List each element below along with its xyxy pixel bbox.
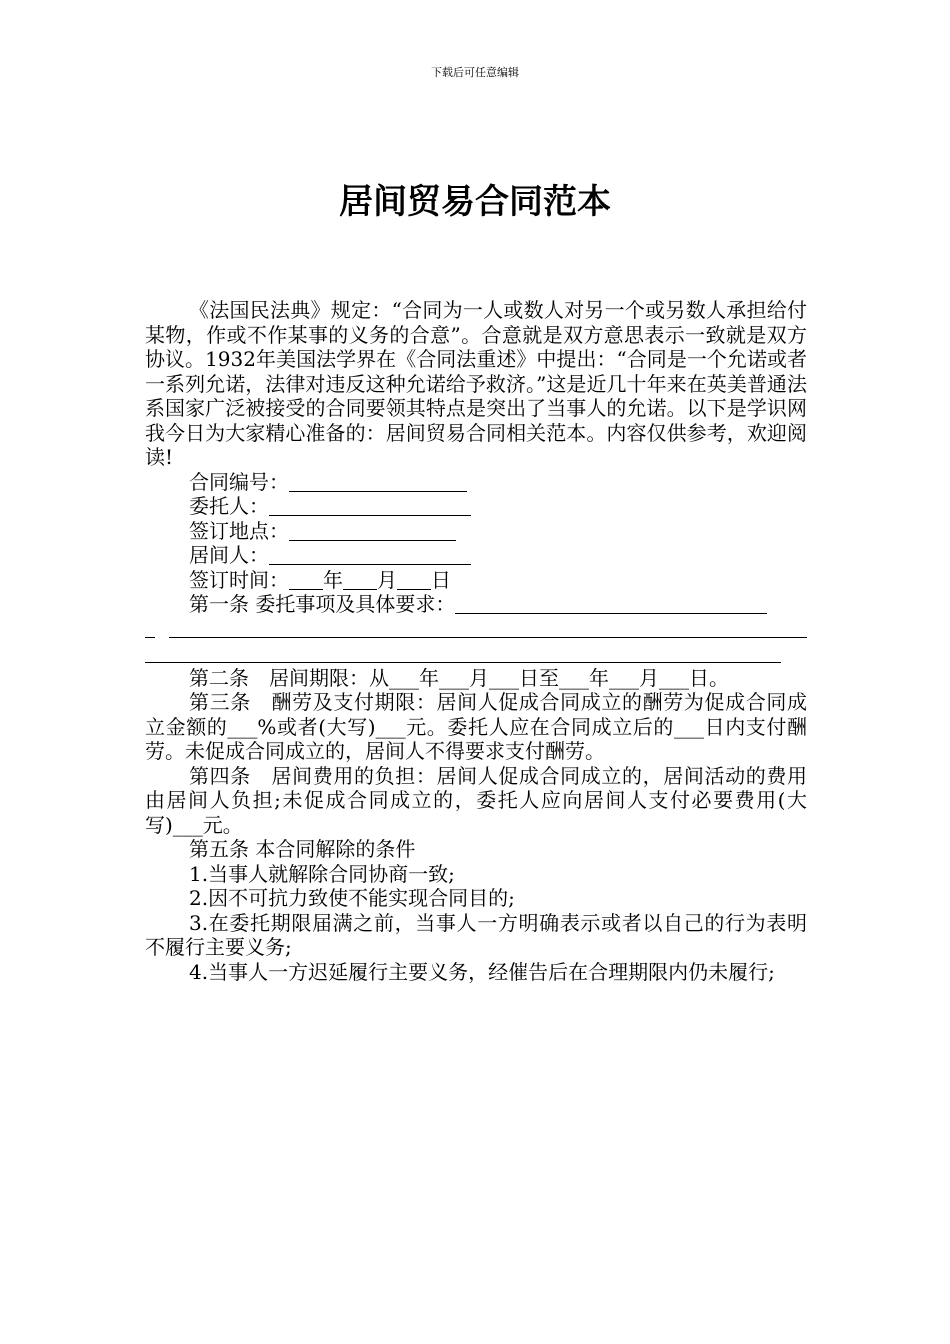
article1-blank-long <box>169 637 807 638</box>
list-item: 4.当事人一方迟延履行主要义务，经催告后在合理期限内仍未履行; <box>189 959 775 984</box>
year-label: 年 <box>323 567 343 592</box>
article1-blank-short <box>145 637 155 638</box>
sign-place-label: 签订地点： <box>189 518 289 543</box>
article1-rule-1 <box>145 617 807 642</box>
sign-place-blank <box>289 520 456 541</box>
intro-paragraph: 《法国民法典》规定：“合同为一人或数人对另一个或另数人承担给付某物，作或不作某事的义务的合意”。合意就是双方意思表示一致就是双方协议。1932年美国法学界在《合同法重述》中提出：“合同是一个允诺或者一系列允诺，法律对违反这种允诺给予救济。”这是近几十年来在英美普通法系国家广泛被接受的合同要领其特点是突出了当事人的允诺。以下是学识网我今日为大家精心准备的：居间贸易合同相关范本。内容仅供参考，欢迎阅读! <box>145 298 807 469</box>
contract-no-blank <box>289 471 467 492</box>
contract-no-line <box>145 470 807 495</box>
document-body <box>145 298 807 984</box>
article5-heading: 第五条 本合同解除的条件 <box>189 837 416 861</box>
list-item: 2.因不可抗力致使不能实现合同目的; <box>189 886 515 910</box>
month-label: 月 <box>377 567 397 592</box>
principal-label: 委托人： <box>189 494 269 518</box>
month-blank <box>343 569 377 590</box>
sign-time-line <box>145 568 807 593</box>
day-blank <box>397 569 431 590</box>
article1-blank <box>455 593 767 614</box>
contract-no-label: 合同编号： <box>189 469 289 494</box>
article3-paragraph: 第三条 酬劳及支付期限：居间人促成合同成立的酬劳为促成合同成立金额的___%或者(大写)___元。委托人应在合同成立后的___日内支付酬劳。未促成合同成立的，居间人不得要求支付酬劳。 <box>145 690 807 763</box>
document-title: 居间贸易合同范本 <box>339 182 611 222</box>
article1-line <box>145 592 807 617</box>
article1-blank-line2 <box>145 662 781 663</box>
day-label: 日 <box>431 567 451 592</box>
intermediary-blank <box>269 544 471 565</box>
article4-paragraph: 第四条 居间费用的负担：居间人促成合同成立的，居间活动的费用由居间人负担;未促成合同成立的，委托人应向居间人支付必要费用(大写)___元。 <box>145 763 807 837</box>
principal-blank <box>269 495 471 516</box>
sign-time-label: 签订时间： <box>189 567 289 592</box>
header-note: 下载后可任意编辑 <box>431 66 519 79</box>
intermediary-label: 居间人： <box>189 543 269 567</box>
intermediary-line <box>145 543 807 568</box>
article2-paragraph: 第二条 居间期限：从___年___月___日至___年___月___日。 <box>189 665 729 690</box>
list-item: 3.在委托期限届满之前，当事人一方明确表示或者以自己的行为表明不履行主要义务; <box>145 910 807 959</box>
principal-line <box>145 494 807 519</box>
article1-label: 第一条 委托事项及具体要求： <box>189 592 456 616</box>
list-item: 1.当事人就解除合同协商一致; <box>189 861 455 886</box>
year-blank <box>289 569 323 590</box>
article1-rule-2 <box>145 641 807 666</box>
sign-place-line <box>145 519 807 544</box>
